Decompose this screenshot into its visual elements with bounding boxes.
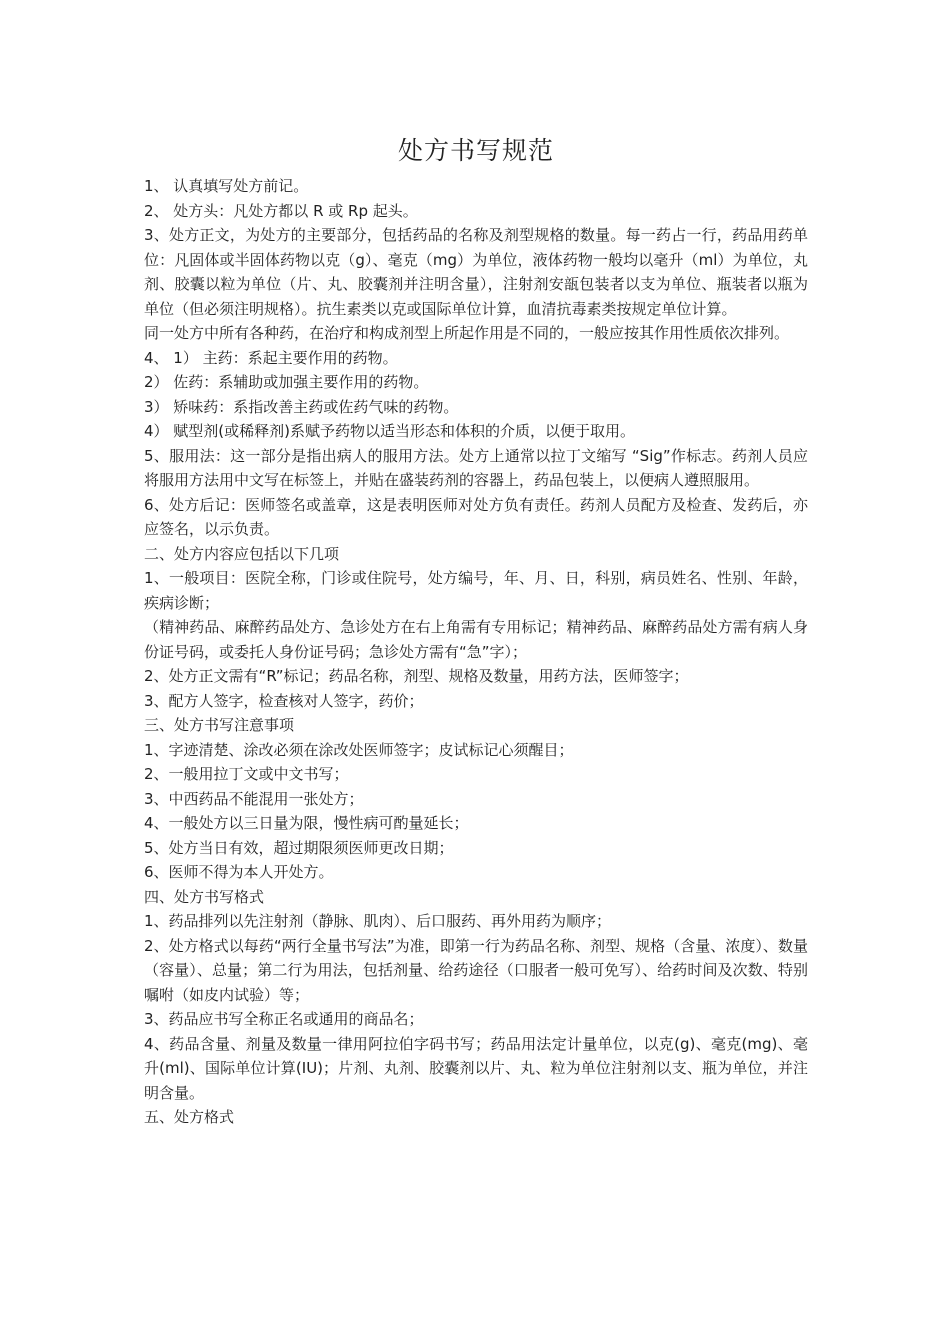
paragraph: 3、处方正文，为处方的主要部分，包括药品的名称及剂型规格的数量。每一药占一行，药品用药单位：凡固体或半固体药物以克（g）、毫克（mg）为单位，液体药物一般均以毫升（ml）为单位，丸剂、胶囊以粒为单位（片、丸、胶囊剂并注明含量），注射剂安瓿包装者以支为单位、瓶装者以瓶为单位（但必须注明规格）。抗生素类以克或国际单位计算，血清抗毒素类按规定单位计算。 <box>144 226 808 318</box>
paragraph: 5、处方当日有效，超过期限须医师更改日期； <box>144 838 454 857</box>
paragraph: 3、药品应书写全称正名或通用的商品名； <box>144 1010 424 1028</box>
paragraph: 2、一般用拉丁文或中文书写； <box>144 765 349 783</box>
section-heading: 二、处方内容应包括以下几项 <box>144 544 340 563</box>
paragraph: 4） 赋型剂(或稀释剂)系赋予药物以适当形态和体积的介质，以便于取用。 <box>144 422 636 440</box>
document-body <box>144 174 808 1130</box>
paragraph: 6、医师不得为本人开处方。 <box>144 863 334 881</box>
paragraph: 1、药品排列以先注射剂（静脉、肌肉）、后口服药、再外用药为顺序； <box>144 912 612 930</box>
paragraph: 6、处方后记：医师签名或盖章，这是表明医师对处方负有责任。药剂人员配方及检查、发药后，亦应签名，以示负责。 <box>144 495 808 538</box>
paragraph: 5、服用法：这一部分是指出病人的服用方法。处方上通常以拉丁文缩写 “Sig”作标志。药剂人员应将服用方法用中文写在标签上，并贴在盛装药剂的容器上，药品包装上，以便病人遵照服用。 <box>144 446 808 489</box>
section-heading: 五、处方格式 <box>144 1108 235 1126</box>
paragraph: 1、一般项目：医院全称，门诊或住院号，处方编号，年、月、日，科别，病员姓名、性别、年龄，疾病诊断； <box>144 569 808 612</box>
paragraph: 2、 处方头：凡处方都以 R 或 Rp 起头。 <box>144 201 418 220</box>
paragraph: 1、 认真填写处方前记。 <box>144 177 309 195</box>
document-page <box>144 134 808 1130</box>
paragraph: 4、 1） 主药：系起主要作用的药物。 <box>144 348 398 367</box>
paragraph: 4、药品含量、剂量及数量一律用阿拉伯字码书写；药品用法定计量单位，以克(g)、毫克(mg)、毫升(ml)、国际单位计算(IU)；片剂、丸剂、胶囊剂以片、丸、粒为单位注射剂以支、瓶为单位，并注明含量。 <box>144 1034 808 1102</box>
paragraph: （精神药品、麻醉药品处方、急诊处方在右上角需有专用标记；精神药品、麻醉药品处方需有病人身份证号码，或委托人身份证号码；急诊处方需有“急”字）； <box>144 618 808 661</box>
paragraph: 3） 矫味药：系指改善主药或佐药气味的药物。 <box>144 397 459 416</box>
paragraph: 2、处方格式以每药“两行全量书写法”为准，即第一行为药品名称、剂型、规格（含量、浓度）、数量（容量）、总量；第二行为用法，包括剂量、给药途径（口服者一般可免写）、给药时间及次数、特别嘱咐（如皮内试验）等； <box>144 936 808 1004</box>
paragraph: 3、配方人签字，检查核对人签字，药价； <box>144 691 424 710</box>
paragraph: 3、中西药品不能混用一张处方； <box>144 789 364 808</box>
paragraph: 2、处方正文需有“R”标记；药品名称，剂型、规格及数量，用药方法，医师签字； <box>144 667 689 685</box>
paragraph: 同一处方中所有各种药，在治疗和构成剂型上所起作用是不同的，一般应按其作用性质依次排列。 <box>144 324 790 342</box>
paragraph: 2） 佐药：系辅助或加强主要作用的药物。 <box>144 373 429 391</box>
paragraph: 1、字迹清楚、涂改必须在涂改处医师签字；皮试标记心须醒目； <box>144 740 574 759</box>
paragraph: 4、一般处方以三日量为限，慢性病可酌量延长； <box>144 814 469 832</box>
section-heading: 三、处方书写注意事项 <box>144 716 295 734</box>
document-title: 处方书写规范 <box>397 136 554 165</box>
section-heading: 四、处方书写格式 <box>144 887 265 906</box>
